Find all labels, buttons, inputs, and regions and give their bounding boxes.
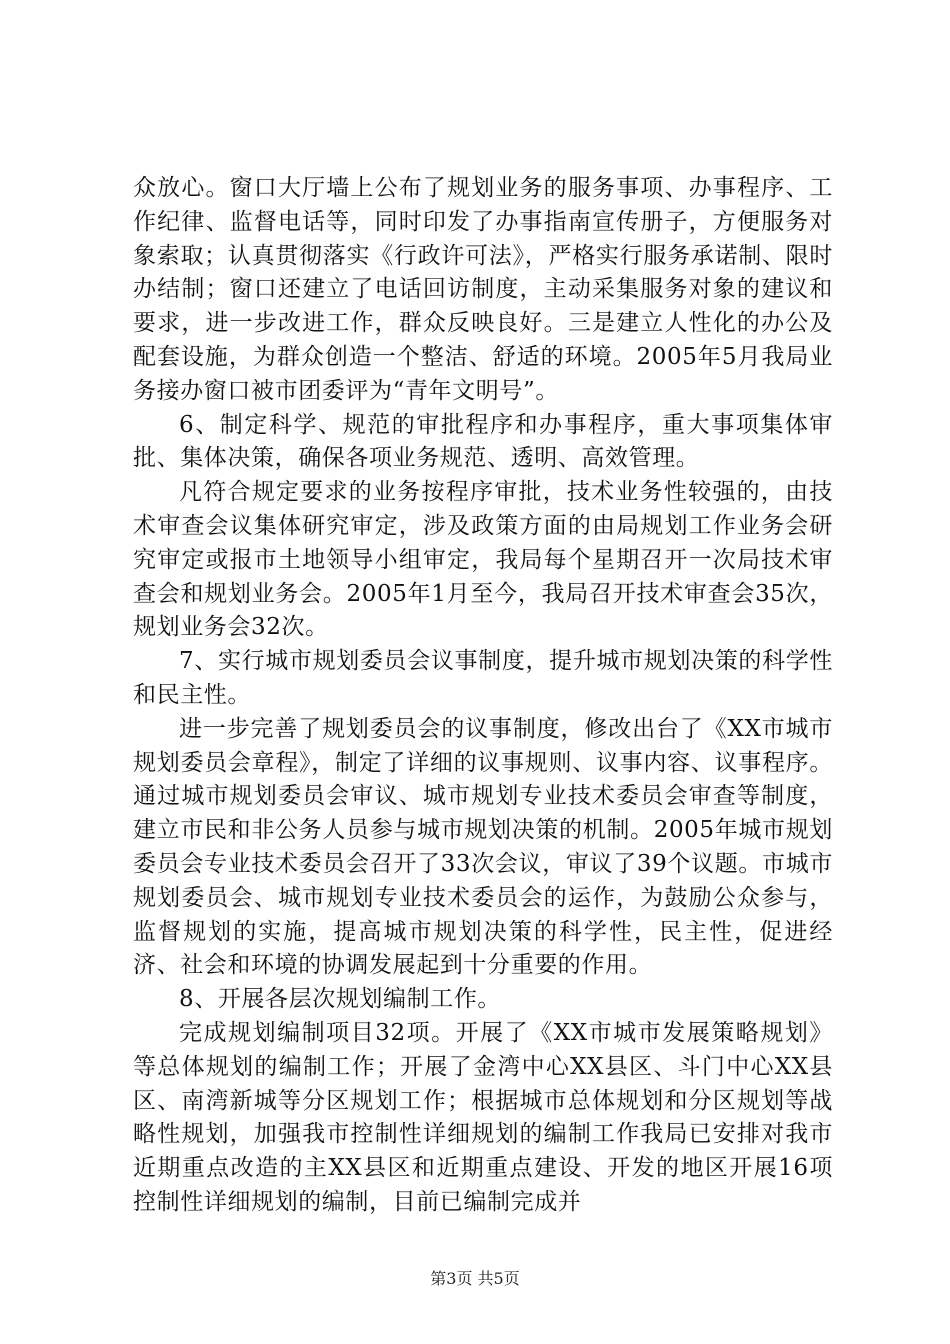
paragraph-5: 进一步完善了规划委员会的议事制度，修改出台了《XX市城市规划委员会章程》，制定了详细的议事规则、议事内容、议事程序。通过城市规划委员会审议、城市规划专业技术委员会审查等制度，建立市民和非公务人员参与城市规划决策的机制。2005年城市规划委员会专业技术委员会召开了33次会议，审议了39个议题。市城市规划委员会、城市规划专业技术委员会的运作，为鼓励公众参与，监督规划的实施，提高城市规划决策的科学性，民主性，促进经济、社会和环境的协调发展起到十分重要的作用。 xyxy=(133,715,833,979)
page-number-footer: 第3页 共5页 xyxy=(430,1269,520,1288)
paragraph-4: 7、实行城市规划委员会议事制度，提升城市规划决策的科学性和民主性。 xyxy=(133,648,833,708)
paragraph-3: 凡符合规定要求的业务按程序审批，技术业务性较强的，由技术审查会议集体研究审定，涉及政策方面的由局规划工作业务会研究审定或报市土地领导小组审定，我局每个星期召开一次局技术审查会和规划业务会。2005年1月至今，我局召开技术审查会35次，规划业务会32次。 xyxy=(133,479,833,641)
paragraph-7: 完成规划编制项目32项。开展了《XX市城市发展策略规划》等总体规划的编制工作；开展了金湾中心XX县区、斗门中心XX县区、南湾新城等分区规划工作；根据城市总体规划和分区规划等战略性规划，加强我市控制性详细规划的编制工作我局已安排对我市近期重点改造的主XX县区和近期重点建设、开发的地区开展16项控制性详细规划的编制，目前已编制完成并 xyxy=(133,1019,833,1215)
paragraph-6: 8、开展各层次规划编制工作。 xyxy=(179,986,502,1013)
paragraph-1: 众放心。窗口大厅墙上公布了规划业务的服务事项、办事程序、工作纪律、监督电话等，同时印发了办事指南宣传册子，方便服务对象索取；认真贯彻落实《行政许可法》，严格实行服务承诺制、限时办结制；窗口还建立了电话回访制度，主动采集服务对象的建议和要求，进一步改进工作，群众反映良好。三是建立人性化的办公及配套设施，为群众创造一个整洁、舒适的环境。2005年5月我局业务接办窗口被市团委评为“青年文明号”。 xyxy=(133,175,833,404)
document-body xyxy=(133,172,833,1220)
paragraph-2: 6、制定科学、规范的审批程序和办事程序，重大事项集体审批、集体决策，确保各项业务规范、透明、高效管理。 xyxy=(133,411,833,472)
